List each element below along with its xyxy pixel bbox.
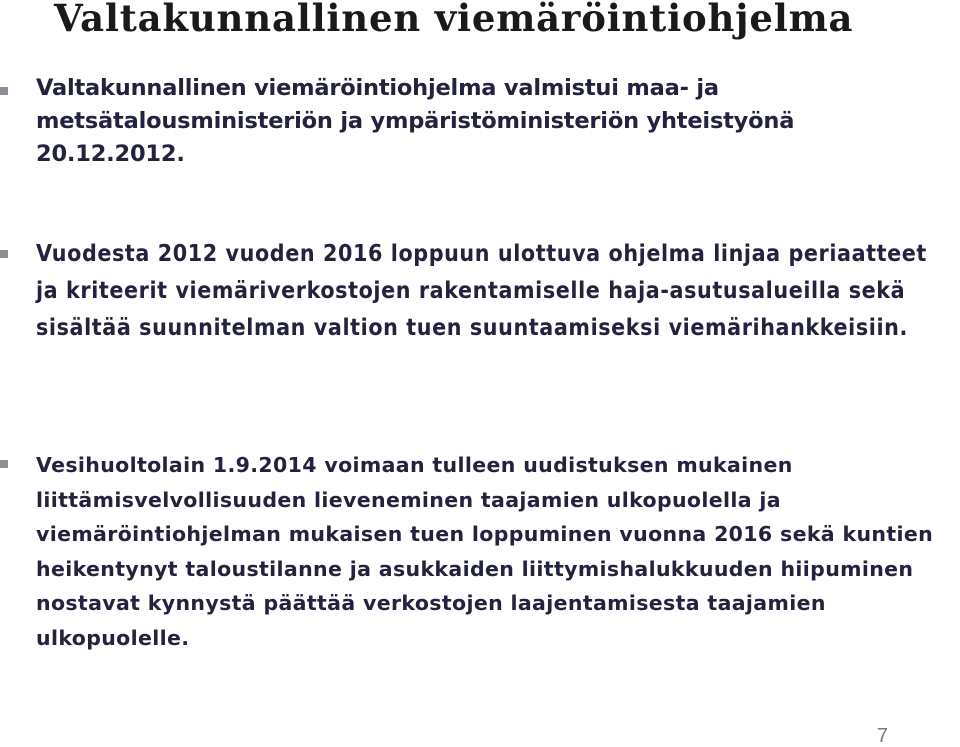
bullet-text: Valtakunnallinen viemäröintiohjelma valmistui maa- ja metsätalousministeriön ja ympäristöministeriön yhteistyönä 20.12.2012.	[36, 75, 795, 167]
slide-title: Valtakunnallinen viemäröintiohjelma	[54, 0, 854, 40]
square-bullet-icon	[0, 460, 8, 468]
bullet-text: Vesihuoltolain 1.9.2014 voimaan tulleen uudistuksen mukainen liittämisvelvollisuuden lieveneminen taajamien ulkopuolella ja viemäröintiohjelman mukaisen tuen loppuminen vuonna 2016 sekä kuntien heikentynyt taloustilanne ja asukkaiden liittymishalukkuuden hiipuminen nostavat kynnystä päättää verkostojen laajentamisesta taajamien ulkopuolelle.	[36, 453, 934, 650]
square-bullet-icon	[0, 87, 8, 95]
bullet-text: Vuodesta 2012 vuoden 2016 loppuun ulottuva ohjelma linjaa periaatteet ja kriteerit viemäriverkostojen rakentamiselle haja-asutusalueilla sekä sisältää suunnitelman valtion tuen suuntaamiseksi viemärihankkeisiin.	[36, 241, 927, 341]
square-bullet-icon	[0, 250, 8, 258]
page-number: 7	[876, 725, 888, 747]
